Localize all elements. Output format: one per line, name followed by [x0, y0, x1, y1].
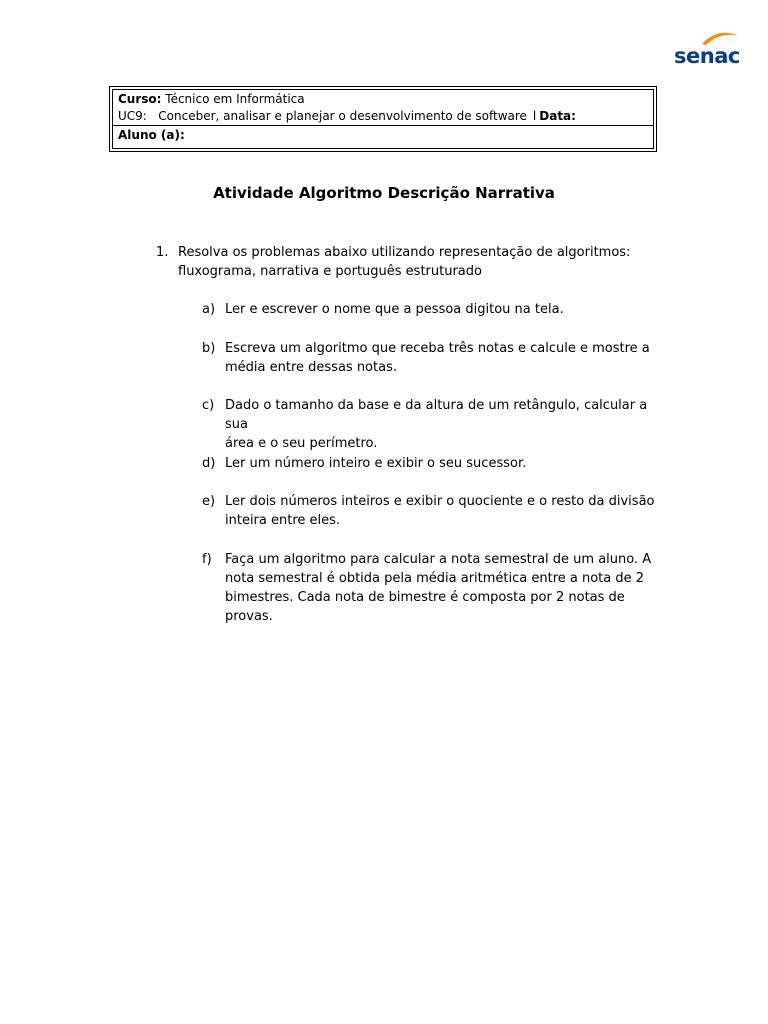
item-label: d)	[202, 456, 216, 471]
header-info-inner	[112, 89, 654, 149]
item-line: Ler dois números inteiros e exibir o quociente e o resto da divisão	[225, 494, 655, 509]
item-line: inteira entre eles.	[225, 513, 341, 528]
item-line: média entre dessas notas.	[225, 360, 397, 375]
uc-separator: l	[532, 109, 537, 123]
curso-label: Curso:	[118, 92, 162, 106]
item-label: f)	[202, 552, 212, 567]
item-line: área e o seu perímetro.	[225, 436, 378, 451]
header-info-box	[109, 86, 657, 152]
item-line: Ler e escrever o nome que a pessoa digitou na tela.	[225, 302, 564, 317]
item-line: Faça um algoritmo para calcular a nota semestral de um aluno. A	[225, 552, 652, 567]
item-line: Escreva um algoritmo que receba três notas e calcule e mostre a	[225, 341, 650, 356]
item-line: nota semestral é obtida pela média aritmética entre a nota de 2	[225, 571, 645, 586]
data-label: Data:	[539, 109, 576, 123]
item-line: Ler um número inteiro e exibir o seu sucessor.	[225, 456, 527, 471]
uc-label: UC9:	[118, 109, 147, 123]
item-text	[225, 396, 665, 453]
item-text	[225, 492, 665, 530]
item-label: b)	[202, 341, 216, 356]
item-text	[225, 339, 665, 377]
item-label: a)	[202, 302, 216, 317]
uc-value: Conceber, analisar e planejar o desenvolvimento de software	[158, 109, 527, 123]
item-label: e)	[202, 494, 216, 509]
item-line: Dado o tamanho da base e da altura de um retângulo, calcular a sua	[225, 398, 648, 432]
question-line: Resolva os problemas abaixo utilizando representação de algoritmos:	[178, 245, 631, 260]
curso-row	[118, 92, 305, 106]
item-label: c)	[202, 398, 215, 413]
aluno-label: Aluno (a):	[118, 128, 185, 142]
page-title: Atividade Algoritmo Descrição Narrativa	[213, 184, 555, 202]
question-text	[178, 243, 638, 281]
item-text	[225, 454, 665, 473]
question-number: 1.	[156, 245, 169, 260]
senac-logo	[672, 30, 748, 74]
logo-text: senac	[674, 44, 740, 68]
curso-value: Técnico em Informática	[165, 92, 305, 106]
question-line: fluxograma, narrativa e português estruturado	[178, 264, 482, 279]
uc-row	[118, 109, 576, 123]
item-text	[225, 300, 665, 319]
header-divider	[113, 125, 653, 126]
item-line: bimestres. Cada nota de bimestre é composta por 2 notas de provas.	[225, 590, 625, 624]
aluno-row	[118, 128, 185, 142]
item-text	[225, 550, 665, 626]
